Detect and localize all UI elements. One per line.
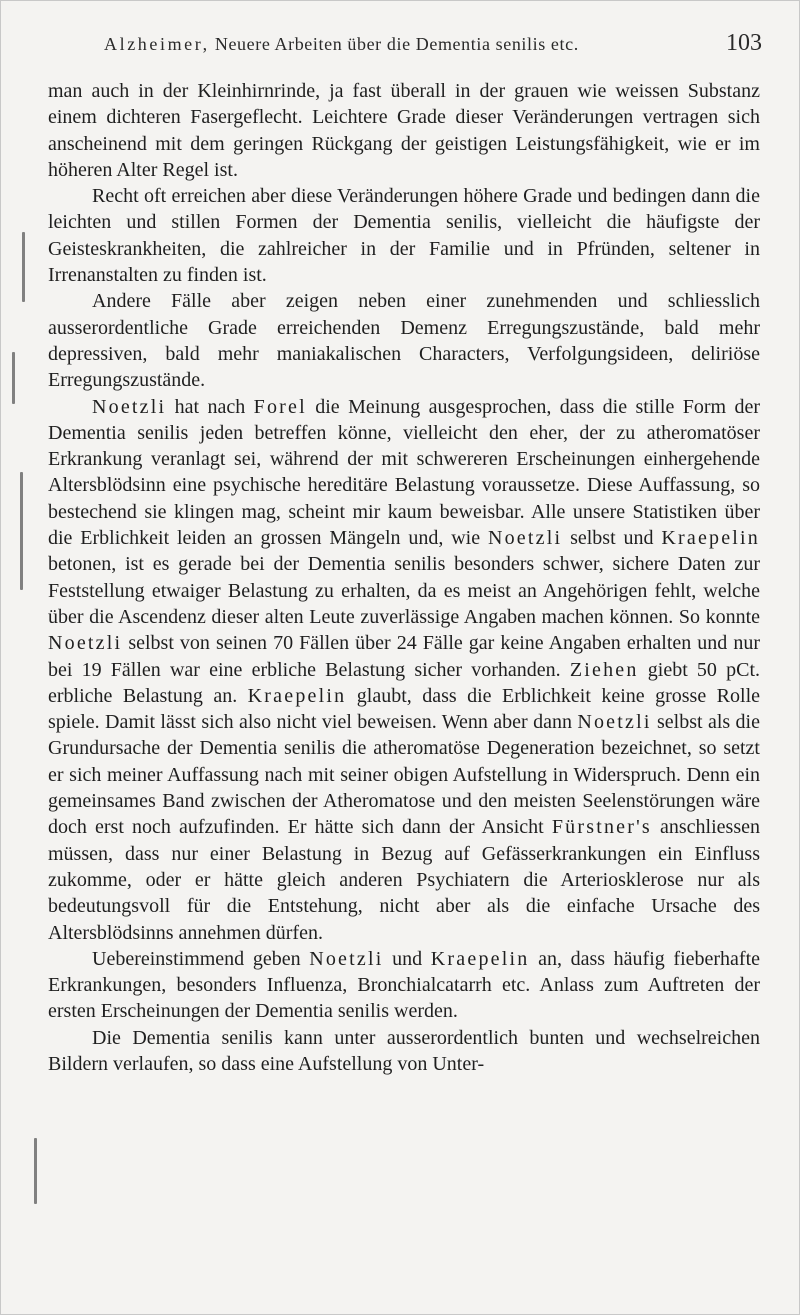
author-name: Forel <box>253 395 307 418</box>
author-name: Kraepelin <box>661 527 761 550</box>
paragraph <box>48 946 760 1025</box>
author-name: Ziehen <box>569 658 639 681</box>
body-text <box>48 78 760 1077</box>
text-run: anschliessen müssen, dass nur einer Belastung in Bezug auf Gefässerkrankungen ein Einfluss zukomme, oder er hätte gleich anderen Psychiatern die Arteriosklerose nur als bedeutungsvoll für die Entstehung, nicht aber als die einfache Ursache des Altersblödsinns annehmen dürfen. <box>48 816 760 944</box>
author-name: Kraepelin <box>430 947 530 970</box>
paragraph <box>48 1025 760 1078</box>
paragraph <box>48 394 760 946</box>
paragraph <box>48 288 760 393</box>
page-number: 103 <box>726 30 762 56</box>
text-run: an, dass häufig fieberhafte Erkrankungen, besonders Influenza, Bronchialcatarrh etc. Anlass zum Auftreten der ersten Erscheinungen der Dementia senilis werden. <box>48 947 761 1023</box>
text-run: giebt 50 pCt. erbliche Belastung an. <box>48 658 761 707</box>
text-run: man auch in der Kleinhirnrinde, ja fast überall in der grauen wie weissen Substanz einem dichteren Fasergeflecht. Leichtere Grade dieser Veränderungen vertragen sich anscheinend mit dem geringen Rückgang der geistigen Leistungsfähigkeit, wie er im höheren Alter Regel ist. <box>48 80 760 181</box>
text-run: betonen, ist es gerade bei der Dementia senilis besonders schwer, sichere Daten zur Feststellung etwaiger Belastung zu erhalten, da es meist an Angehörigen fehlt, welche über die Ascendenz dieser alten Leute zuverlässige Angaben machen können. So konnte <box>48 553 760 628</box>
author-name: Noetzli <box>577 711 652 734</box>
page-header <box>48 30 762 62</box>
running-head-author: Alzheimer, <box>104 34 210 54</box>
text-run: selbst als die Grundursache der Dementia senilis die atheromatöse Degeneration bezeichnet, so setzt er sich meiner Auffassung nach mit seiner obigen Aufstellung in Widerspruch. Denn ein gemeinsames Band zwischen der Atheromatose und den meisten Seelenstörungen wäre doch erst noch aufzufinden. Er hätte sich dann der Ansicht <box>48 711 760 839</box>
text-run: Recht oft erreichen aber diese Veränderungen höhere Grade und bedingen dann die leichten und stillen Formen der Dementia senilis, vielleicht die häufigste der Geisteskrankheiten, die zahlreicher in der Familie und in Pfründen, seltener in Irrenanstalten zu finden ist. <box>48 185 760 287</box>
margin-pencil-mark <box>34 1138 37 1204</box>
running-head-title: Neuere Arbeiten über die Dementia senilis etc. <box>209 34 579 54</box>
margin-pencil-mark <box>12 352 15 404</box>
text-run: und <box>383 947 431 970</box>
running-head <box>104 34 579 55</box>
author-name: Noetzli <box>487 527 563 550</box>
text-run: glaubt, dass die Erblichkeit keine grosse Rolle spiele. Damit lässt sich also nicht viel beweisen. Wenn aber dann <box>48 684 760 734</box>
author-name: Noetzli <box>48 632 123 655</box>
text-run: selbst und <box>562 527 662 550</box>
author-name: Noetzli <box>309 947 384 970</box>
margin-pencil-mark <box>22 232 25 302</box>
author-name: Noetzli <box>92 395 167 418</box>
author-name: Fürstner's <box>551 816 652 839</box>
author-name: Kraepelin <box>247 684 347 707</box>
text-run: Andere Fälle aber zeigen neben einer zunehmenden und schliesslich ausserordentliche Grade erreichenden Demenz Erregungszustände, bald mehr depressiven, bald mehr maniakalischen Characters, Verfolgungsideen, deliriöse Erregungszustände. <box>48 290 760 392</box>
text-run: Uebereinstimmend geben <box>92 947 310 970</box>
text-run: selbst von seinen 70 Fällen über 24 Fälle gar keine Angaben erhalten und nur bei 19 Fällen war eine erbliche Belastung sicher vorhanden. <box>48 632 760 681</box>
paragraph <box>48 183 760 288</box>
margin-pencil-mark <box>20 472 23 590</box>
text-run: Die Dementia senilis kann unter ausserordentlich bunten und wechselreichen Bildern verlaufen, so dass eine Aufstellung von Unter- <box>48 1026 760 1075</box>
paragraph <box>48 78 760 183</box>
text-run: hat nach <box>166 395 254 418</box>
text-run: die Meinung ausgesprochen, dass die stille Form der Dementia senilis jeden betreffen könne, vielleicht den eher, der zu atheromatöser Erkrankung veranlagt sei, während der mit schwereren Erscheinungen einhergehende Altersblödsinn eine psychische hereditäre Belastung voraussetze. Diese Auffassung, so bestechend sie klingen mag, scheint mir kaum beweisbar. Alle unsere Statistiken über die Erblichkeit leiden an grossen Mängeln und, wie <box>48 395 760 550</box>
